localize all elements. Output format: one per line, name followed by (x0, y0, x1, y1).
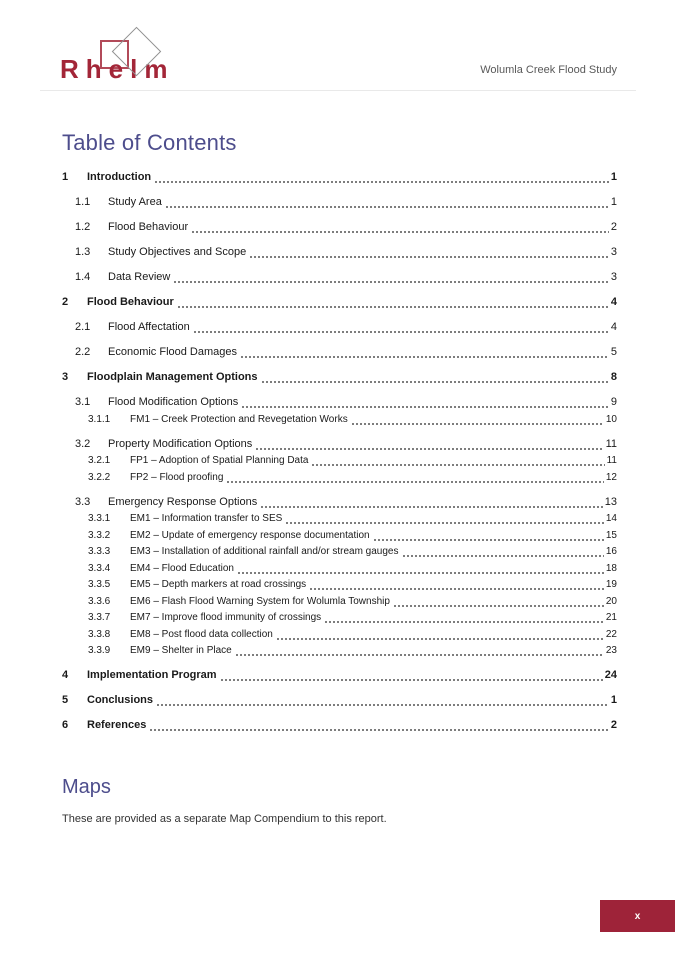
maps-heading: Maps (62, 776, 111, 798)
toc-entry-page: 1 (610, 171, 617, 183)
toc-entry-number: 5 (62, 694, 69, 706)
toc-entry-label: Data Review (108, 271, 171, 283)
toc-entry-label: EM7 – Improve flood immunity of crossings (130, 612, 322, 623)
toc-entry[interactable] (62, 495, 617, 510)
toc-leader-dots (373, 530, 604, 543)
toc-leader-dots (402, 546, 604, 559)
toc-leader-dots (165, 197, 609, 210)
toc-entry-number: 3.3.4 (88, 562, 111, 574)
toc-leader-dots (351, 414, 604, 427)
toc-entry-label: Emergency Response Options (108, 495, 258, 508)
toc-entry-page: 19 (605, 579, 617, 590)
toc-entry-label: Flood Modification Options (108, 396, 239, 408)
toc-entry-number: 1.1 (75, 196, 91, 208)
toc-entry-number: 3.3.5 (88, 579, 111, 590)
toc-entry-page: 15 (605, 529, 617, 541)
toc-entry-number: 3.3.9 (88, 645, 111, 656)
toc-entry-page: 3 (610, 246, 617, 258)
maps-section (62, 776, 617, 825)
toc-entry-label: Conclusions (87, 694, 154, 706)
toc-entry-number: 1.2 (75, 221, 91, 233)
toc-entry-label: Flood Behaviour (87, 296, 174, 308)
toc-leader-dots (173, 272, 609, 285)
toc-entry-label: EM8 – Post flood data collection (130, 628, 273, 640)
toc-entry-label: EM4 – Flood Education (130, 562, 234, 574)
toc-entry-label: EM1 – Information transfer to SES (130, 513, 283, 524)
toc-entry-page: 3 (610, 271, 617, 283)
toc-leader-dots (285, 513, 604, 526)
toc-entry-number: 3.2.1 (88, 455, 111, 466)
toc-entry-page: 12 (605, 471, 617, 483)
toc-entry-number: 3.3.1 (88, 513, 111, 524)
toc-leader-dots (309, 579, 604, 592)
toc-entry-label: Economic Flood Damages (108, 346, 238, 358)
toc-entry-page: 8 (610, 371, 617, 383)
toc-entry[interactable] (62, 561, 617, 576)
toc-entry-number: 1 (62, 171, 69, 183)
toc-entry[interactable] (62, 170, 617, 185)
toc-entry-label: Flood Behaviour (108, 221, 189, 233)
toc-entry-page: 11 (606, 455, 617, 466)
toc-entry-page: 10 (605, 413, 617, 425)
logo-wordmark: Rhelm (60, 54, 175, 84)
toc-entry-label: Floodplain Management Options (87, 371, 258, 383)
toc-list (62, 170, 617, 733)
toc-entry-page: 20 (605, 595, 617, 607)
toc-leader-dots (324, 612, 604, 625)
toc-leader-dots (260, 497, 603, 510)
toc-entry-label: EM2 – Update of emergency response documentation (130, 529, 370, 541)
toc-entry[interactable] (62, 245, 617, 260)
toc-entry[interactable] (62, 693, 617, 708)
toc-entry[interactable] (62, 412, 617, 427)
toc-entry-label: Flood Affectation (108, 321, 190, 333)
toc-entry-page: 24 (604, 669, 617, 681)
toc-entry[interactable] (62, 395, 617, 410)
toc-entry[interactable] (62, 627, 617, 642)
toc-entry-label: Property Modification Options (108, 437, 253, 450)
toc-leader-dots (220, 670, 603, 683)
toc-entry-number: 3.3.7 (88, 612, 111, 623)
toc-entry-page: 16 (605, 546, 617, 557)
toc-entry-page: 4 (610, 321, 617, 333)
toc-leader-dots (156, 695, 609, 708)
toc-entry[interactable] (62, 643, 617, 658)
toc-entry-page: 21 (605, 612, 617, 623)
toc-entry[interactable] (62, 544, 617, 559)
toc-leader-dots (149, 720, 609, 733)
toc-leader-dots (311, 455, 604, 468)
toc-entry-label: Implementation Program (87, 669, 217, 681)
toc-leader-dots (237, 563, 604, 576)
toc-entry-number: 2 (62, 296, 69, 308)
toc-entry-number: 3.3.6 (88, 595, 111, 607)
toc-entry[interactable] (62, 528, 617, 543)
toc-leader-dots (276, 629, 604, 642)
toc-entry-label: FP2 – Flood proofing (130, 471, 224, 483)
toc-entry-number: 3.1 (75, 396, 91, 408)
toc-entry-number: 3.2.2 (88, 471, 111, 483)
toc-entry-number: 3.2 (75, 437, 91, 450)
toc-entry[interactable] (62, 511, 617, 526)
toc-entry-number: 6 (62, 719, 69, 731)
toc-leader-dots (226, 472, 603, 485)
toc-entry-label: Study Area (108, 196, 162, 208)
toc-entry-number: 3 (62, 371, 69, 383)
toc-leader-dots (235, 645, 604, 658)
toc-entry-page: 23 (605, 645, 617, 656)
toc-entry-label: EM9 – Shelter in Place (130, 645, 232, 656)
toc-entry[interactable] (62, 370, 617, 385)
toc-leader-dots (393, 596, 604, 609)
toc-leader-dots (261, 372, 609, 385)
toc-entry-label: Introduction (87, 171, 152, 183)
toc-leader-dots (177, 297, 609, 310)
toc-entry-page: 11 (605, 437, 617, 450)
page-number-badge (600, 900, 675, 932)
toc-entry-label: Study Objectives and Scope (108, 246, 247, 258)
toc-entry[interactable] (62, 594, 617, 609)
toc-entry-page: 4 (610, 296, 617, 308)
toc-entry[interactable] (62, 668, 617, 683)
toc-entry-page: 13 (604, 495, 617, 508)
toc-entry[interactable] (62, 577, 617, 592)
toc-entry[interactable] (62, 320, 617, 335)
toc-entry-number: 2.2 (75, 346, 91, 358)
toc-entry-label: References (87, 719, 147, 731)
toc-leader-dots (255, 439, 603, 452)
toc-entry-page: 18 (605, 562, 617, 574)
toc-entry-label: EM3 – Installation of additional rainfall and/or stream gauges (130, 546, 399, 557)
toc-entry-label: FP1 – Adoption of Spatial Planning Data (130, 455, 309, 466)
toc-entry-number: 2.1 (75, 321, 91, 333)
rhelm-logo (60, 56, 200, 90)
toc-entry-number: 3.1.1 (88, 413, 111, 425)
toc-entry-number: 1.3 (75, 246, 91, 258)
toc-entry-page: 1 (610, 196, 617, 208)
toc-entry-number: 3.3 (75, 495, 91, 508)
toc-entry-label: EM5 – Depth markers at road crossings (130, 579, 307, 590)
toc-entry[interactable] (62, 220, 617, 235)
toc-entry-page: 2 (610, 221, 617, 233)
toc-leader-dots (241, 397, 609, 410)
page-number: x (634, 910, 641, 922)
toc-entry[interactable] (62, 270, 617, 285)
document-title: Wolumla Creek Flood Study (480, 64, 617, 76)
toc-entry[interactable] (62, 345, 617, 360)
toc-entry-page: 14 (605, 513, 617, 524)
toc-entry-page: 9 (610, 396, 617, 408)
toc-entry-page: 5 (610, 346, 617, 358)
toc-entry-number: 3.3.8 (88, 628, 111, 640)
toc-entry-page: 1 (610, 694, 617, 706)
header-divider (40, 90, 636, 91)
toc-entry[interactable] (62, 470, 617, 485)
toc-entry[interactable] (62, 195, 617, 210)
toc-entry[interactable] (62, 718, 617, 733)
toc-entry[interactable] (62, 437, 617, 452)
toc-entry-number: 4 (62, 669, 69, 681)
toc-leader-dots (240, 347, 609, 360)
toc-entry[interactable] (62, 453, 617, 468)
maps-description: These are provided as a separate Map Compendium to this report. (62, 813, 387, 825)
toc-entry[interactable] (62, 295, 617, 310)
toc-leader-dots (249, 247, 609, 260)
toc-entry-number: 3.3.3 (88, 546, 111, 557)
toc-heading: Table of Contents (62, 130, 237, 155)
toc-entry-number: 1.4 (75, 271, 91, 283)
toc-leader-dots (191, 222, 609, 235)
toc-entry[interactable] (62, 610, 617, 625)
toc-entry-page: 2 (610, 719, 617, 731)
toc-entry-label: FM1 – Creek Protection and Revegetation Works (130, 413, 348, 425)
toc-entry-page: 22 (605, 628, 617, 640)
toc-leader-dots (193, 322, 609, 335)
table-of-contents-section (62, 130, 617, 733)
toc-leader-dots (154, 172, 609, 185)
toc-entry-number: 3.3.2 (88, 529, 111, 541)
toc-entry-label: EM6 – Flash Flood Warning System for Wolumla Township (130, 595, 390, 607)
